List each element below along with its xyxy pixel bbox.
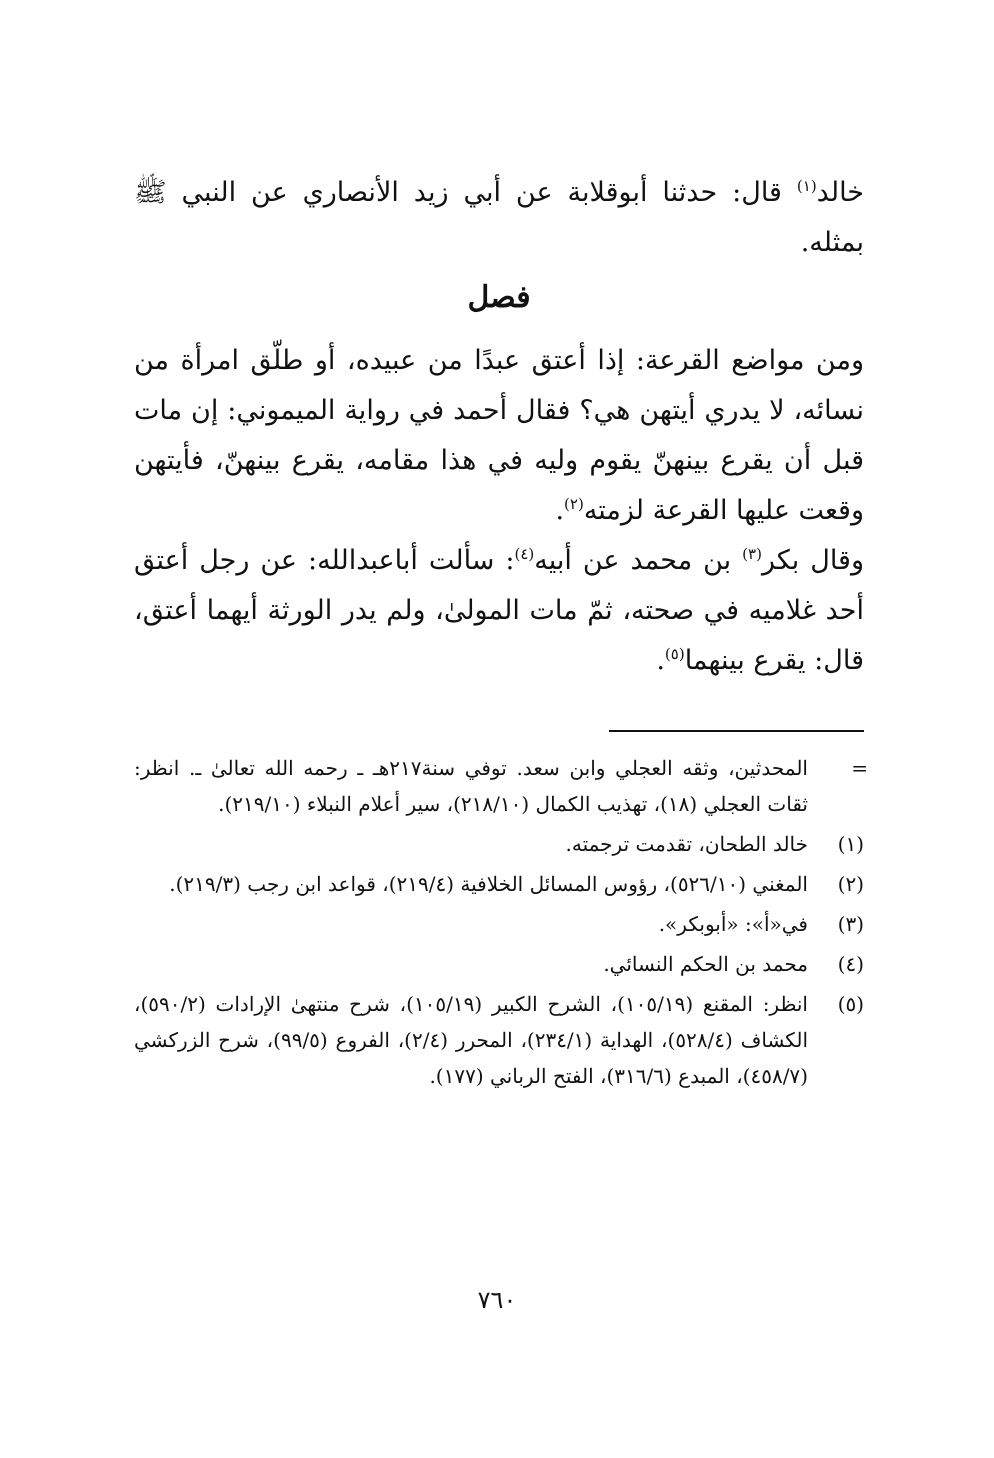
footnotes bbox=[134, 750, 868, 1094]
text-run: . bbox=[656, 645, 665, 676]
page-number: ٧٦٠ bbox=[477, 1286, 517, 1314]
main-text bbox=[134, 168, 868, 1098]
text-run: وقال بكر bbox=[761, 545, 865, 576]
footnote-5 bbox=[134, 986, 864, 1094]
footnote-text: خالد الطحان، تقدمت ترجمته. bbox=[565, 832, 808, 856]
text-run: ومن مواضع القرعة: إذا أعتق عبدًا من عبيده، أو طلّق امرأة من نسائه، لا يدري أيتهن هي؟ فقال أحمد في رواية الميموني: إن مات قبل أن يقرع بينهنّ يقوم وليه في هذا مقامه، يقرع بينهنّ، فأيتهن وقعت عليها القرعة لزمته bbox=[134, 345, 864, 526]
footnote-text: محمد بن الحكم النسائي. bbox=[603, 952, 808, 976]
footnote-text: في«أ»: «أبوبكر». bbox=[658, 912, 808, 936]
footnote-3 bbox=[134, 906, 864, 942]
footnote-ref-1[interactable]: (١) bbox=[796, 177, 817, 195]
continuation-marker: = bbox=[851, 756, 868, 780]
footnote-continuation bbox=[134, 750, 868, 822]
footnote-separator bbox=[609, 730, 864, 732]
footnote-number: (٢) bbox=[837, 872, 864, 896]
footnote-number: (٤) bbox=[837, 952, 864, 976]
footnote-ref-4[interactable]: (٤) bbox=[514, 545, 535, 563]
footnote-number: (٣) bbox=[837, 912, 864, 936]
paragraph-1 bbox=[134, 168, 864, 268]
text-run: خالد bbox=[816, 177, 864, 208]
footnote-4 bbox=[134, 946, 864, 982]
text-run: بن محمد عن أبيه bbox=[534, 545, 743, 576]
paragraph-2 bbox=[134, 336, 864, 536]
footnote-text: المحدثين، وثقه العجلي وابن سعد. توفي سنة٢١٧هـ ـ رحمه الله تعالىٰ ـ. انظر: ثقات العجلي (١٨)، تهذيب الكمال (٢١٨/١٠)، سير أعلام النبلاء (٢١٩/١٠). bbox=[134, 756, 808, 816]
footnote-ref-3[interactable]: (٣) bbox=[742, 545, 762, 563]
text-run: : سألت أباعبدالله: عن رجل أعتق أحد غلاميه في صحته، ثمّ مات المولىٰ، ولم يدر الورثة أيهما أعتق، قال: يقرع بينهما bbox=[134, 545, 864, 676]
paragraph-3 bbox=[134, 536, 864, 686]
text-run: قال: حدثنا أبوقلابة عن أبي زيد الأنصاري عن النبي ﷺ بمثله. bbox=[134, 177, 864, 258]
footnote-ref-5[interactable]: (٥) bbox=[664, 645, 685, 663]
footnote-text: المغني (٥٢٦/١٠)، رؤوس المسائل الخلافية (٢١٩/٤)، قواعد ابن رجب (٢١٩/٣). bbox=[169, 872, 808, 896]
footnote-text: انظر: المقنع (١٠٥/١٩)، الشرح الكبير (١٠٥/١٩)، شرح منتهىٰ الإرادات (٥٩٠/٢)، الكشاف (٥٢٨/٤)، الهداية (٢٣٤/١)، المحرر (٢/٤)، الفروع (٩٩/٥)، شرح الزركشي (٤٥٨/٧)، المبدع (٣١٦/٦)، الفتح الرباني (١٧٧). bbox=[134, 992, 808, 1088]
text-run: . bbox=[555, 495, 565, 526]
footnote-ref-2[interactable]: (٢) bbox=[564, 495, 584, 513]
footnote-number: (١) bbox=[837, 832, 864, 856]
footnote-1 bbox=[134, 826, 864, 862]
section-heading: فصل bbox=[467, 280, 531, 315]
footnote-number: (٥) bbox=[837, 992, 864, 1016]
footnote-2 bbox=[134, 866, 864, 902]
